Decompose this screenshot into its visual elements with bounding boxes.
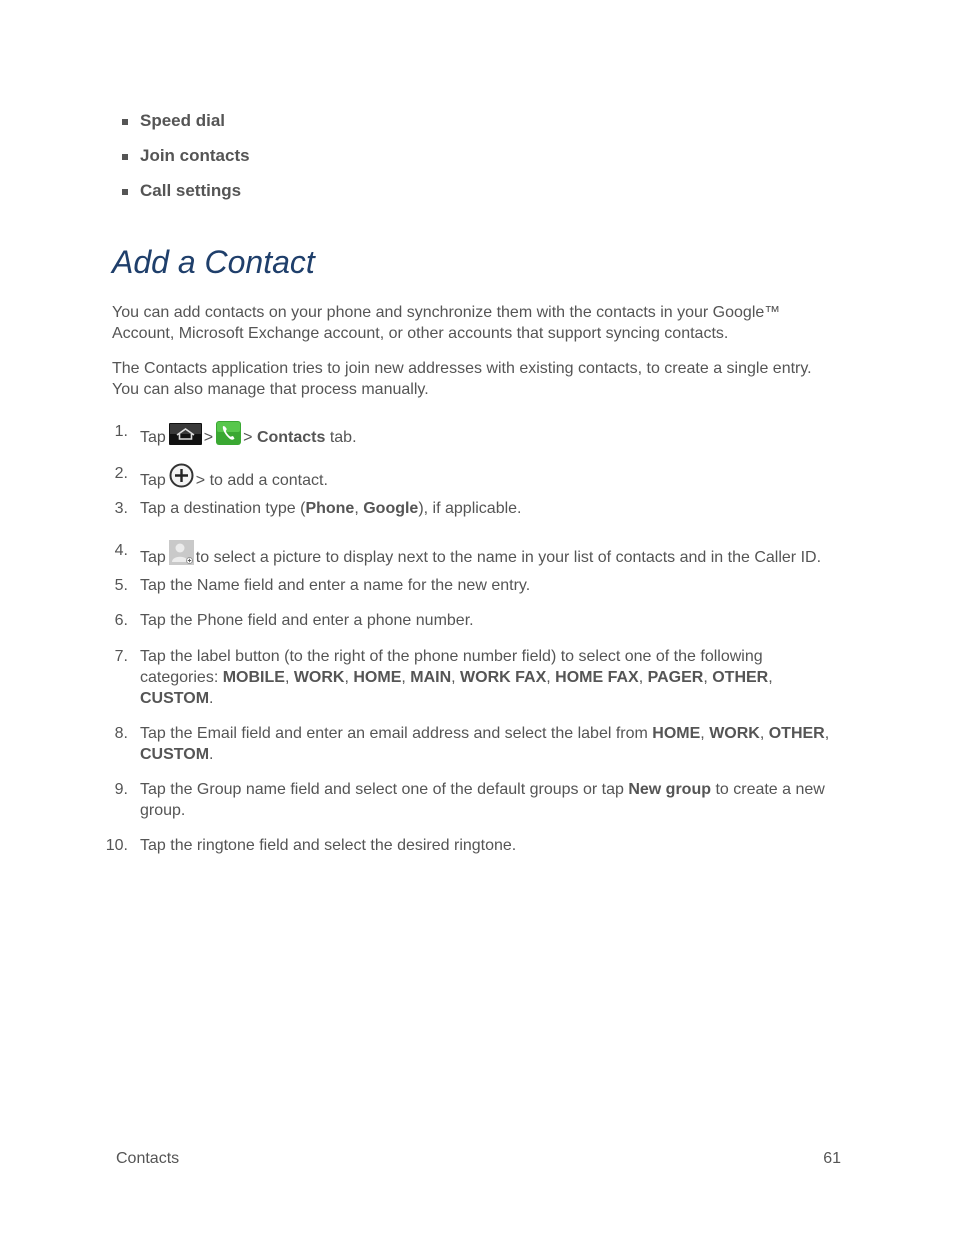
bullet-item: Call settings	[112, 180, 250, 215]
step-item: 1. Tap > > Contacts tab.	[114, 423, 357, 446]
intro-paragraph: You can add contacts on your phone and synchronize them with the contacts in your Google™ Account, Microsoft Exchange account, or other accounts that support syncing contacts.	[112, 304, 781, 342]
step-item: 9. Tap the Group name field and select one of the default groups or tap New group to create a new group.	[114, 781, 825, 819]
square-bullet-icon	[122, 154, 128, 160]
step-item: 10. Tap the ringtone field and select the desired ringtone.	[105, 837, 517, 854]
contact-picture-icon	[169, 540, 194, 565]
intro-paragraph: The Contacts application tries to join new addresses with existing contacts, to create a single entry. You can also manage that process manually.	[112, 360, 812, 398]
add-contact-icon	[169, 463, 194, 488]
step-item: 4. Tap to select a picture to display next to the name in your list of contacts and in the Caller ID.	[114, 542, 822, 566]
bullet-list	[112, 110, 250, 215]
phone-app-icon	[216, 421, 241, 445]
step-item: 2. Tap > to add a contact.	[114, 465, 328, 489]
step-item: 6. Tap the Phone field and enter a phone number.	[114, 612, 474, 629]
step-item: 5. Tap the Name field and enter a name for the new entry.	[114, 577, 531, 594]
bullet-item: Join contacts	[112, 145, 250, 180]
footer-page-number: 61	[823, 1150, 841, 1167]
home-key-icon	[169, 423, 202, 445]
step-item: 3. Tap a destination type (Phone, Google), if applicable.	[114, 500, 522, 517]
section-title: Add a Contact	[112, 244, 315, 280]
step-item: 8. Tap the Email field and enter an email address and select the label from HOME, WORK, OTHER, CUSTOM.	[114, 725, 830, 763]
step-item: 7. Tap the label button (to the right of the phone number field) to select one of the following categories: MOBILE, WORK, HOME, MAIN, WORK FAX, HOME FAX, PAGER, OTHER, CUSTOM.	[114, 648, 773, 707]
footer-section-name: Contacts	[116, 1150, 180, 1167]
square-bullet-icon	[122, 119, 128, 125]
square-bullet-icon	[122, 189, 128, 195]
bullet-item: Speed dial	[112, 110, 250, 145]
